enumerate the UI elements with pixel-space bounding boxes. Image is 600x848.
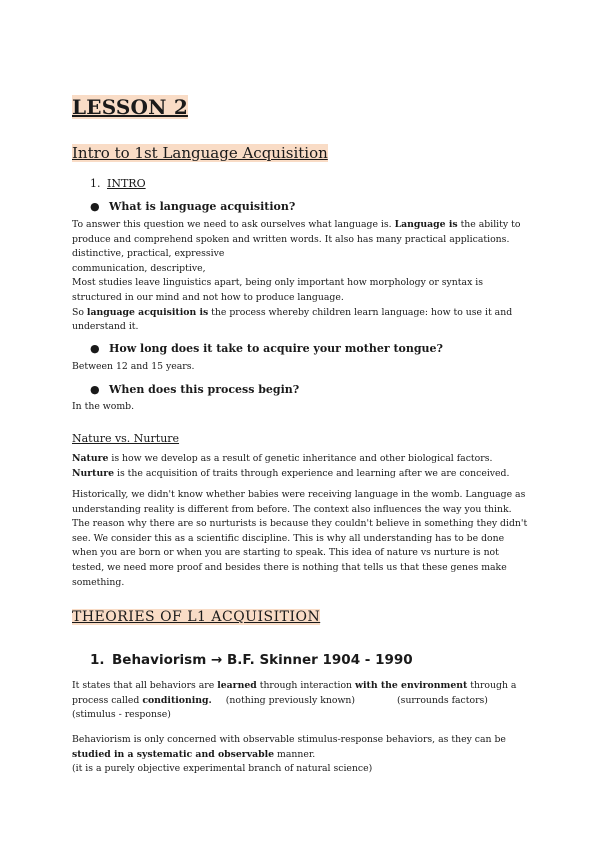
answer-3: In the womb. — [72, 401, 135, 412]
nature-nurture-title: Nature vs. Nurture — [72, 432, 180, 445]
answer-1-line: communication, descriptive, — [72, 262, 206, 274]
nature-definitions — [72, 452, 532, 481]
bullet-icon: ● — [90, 383, 100, 396]
answer-1 — [72, 218, 532, 335]
lesson-title: LESSON 2 — [72, 95, 188, 119]
question-2: ● How long does it take to acquire your mother tongue? — [90, 342, 444, 355]
answer-1-line: So language acquisition is the process whereby children learn language: how to use it and understand it. — [72, 306, 513, 333]
section-title: Intro to 1st Language Acquisition — [72, 144, 328, 162]
theories-title: THEORIES OF L1 ACQUISITION — [72, 609, 321, 625]
nature-definition: Nature is how we develop as a result of genetic inheritance and other biological factors. — [72, 453, 493, 464]
intro-heading — [90, 176, 146, 191]
list-number: 1. — [90, 177, 101, 190]
nurture-definition: Nurture is the acquisition of traits through experience and learning after we are conceived. — [72, 467, 510, 479]
behaviorism-heading: 1. Behaviorism → B.F. Skinner 1904 - 1990 — [90, 652, 413, 668]
bullet-icon: ● — [90, 342, 100, 355]
answer-1-line: Most studies leave linguistics apart, being only important how morphology or syntax is structured in our mind and not how to produce language. — [72, 277, 484, 303]
historically-paragraph: Historically, we didn't know whether babies were receiving language in the womb. Language as understanding reality is different from before. The context also influences the way you think. The reason why there are so nurturists is because they couldn't believe in something they didn't see. We consider this as a scientific discipline. This is why all understanding has to be done when you are born or when you are starting to speak. This idea of nature vs nurture is not tested, we need more proof and besides there is nothing that tells us that these genes make something. — [72, 489, 528, 588]
behaviorism-paragraph-2: Behaviorism is only concerned with observable stimulus-response behaviors, as they can be studied in a systematic and observable manner. (it is a purely objective experimental branch of natural science) — [72, 734, 506, 775]
question-1: ● What is language acquisition? — [90, 200, 296, 213]
answer-1-line: To answer this question we need to ask ourselves what language is. Language is the ability to produce and comprehend spoken and written words. It also has many practical applications. — [72, 219, 521, 245]
answer-2: Between 12 and 15 years. — [72, 361, 195, 372]
question-3: ● When does this process begin? — [90, 383, 300, 396]
behaviorism-paragraph-1: It states that all behaviors are learned through interaction with the environment through a process called conditioning. (nothing previously known) (surrounds factors) (stimulus - response) — [72, 680, 517, 721]
intro-label: INTRO — [107, 177, 146, 190]
bullet-icon: ● — [90, 200, 100, 213]
answer-1-line: distinctive, practical, expressive — [72, 248, 225, 260]
